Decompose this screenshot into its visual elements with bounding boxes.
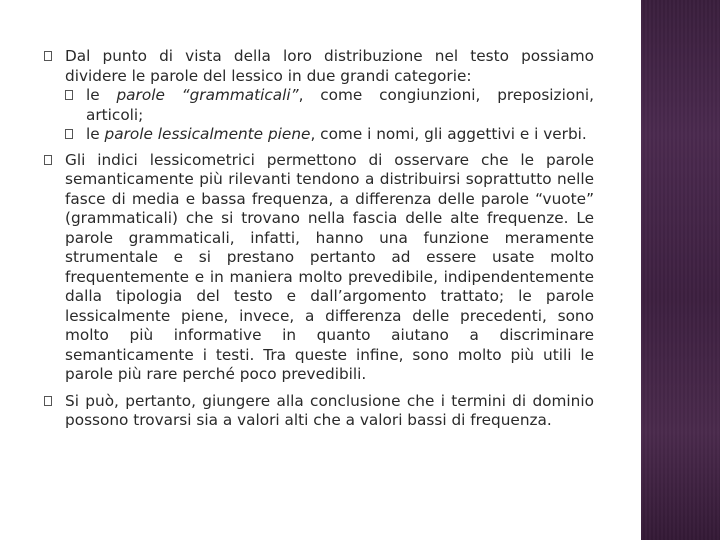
- sub-item-prefix: le: [86, 125, 105, 143]
- sub-item-grammatical-words: [65, 86, 594, 125]
- sub-item-lexical-words: [65, 125, 594, 145]
- sub-item-emphasis: parole “grammaticali”: [116, 86, 299, 104]
- slide-body: [44, 47, 594, 431]
- sub-item-rest: , come i nomi, gli aggettivi e i verbi.: [310, 125, 587, 143]
- bullet-item-distribution: [44, 47, 594, 145]
- square-bullet-icon: [44, 51, 52, 61]
- bullet-item-lexicometric-indices: [44, 151, 594, 385]
- sub-item-rest: , come congiunzioni, preposizioni, articoli;: [86, 86, 594, 124]
- sub-item-emphasis: parole lessicalmente piene: [104, 125, 311, 143]
- sub-item-prefix: le: [86, 86, 117, 104]
- item-text: Gli indici lessicometrici permettono di osservare che le parole semanticamente più rilevanti tendono a distribuirsi soprattutto nelle fasce di media e bassa frequenza, a differenza delle parole “vuote” (grammaticali) che si trovano nella fascia delle alte frequenze. Le parole grammaticali, infatti, hanno una funzione meramente strumentale e si prestano pertanto ad essere usate molto frequentemente e in maniera molto prevedibile, indipendentemente dalla tipologia del testo e dall’argomento trattato; le parole lessicalmente piene, invece, a differenza delle precedenti, sono molto più informative in quanto aiutano a discriminare semanticamente i testi. Tra queste infine, sono molto più utili le parole più rare perché poco prevedibili.: [65, 150, 594, 383]
- square-bullet-icon: [65, 129, 73, 139]
- square-bullet-icon: [44, 396, 52, 406]
- square-bullet-icon: [44, 155, 52, 165]
- item-text: Dal punto di vista della loro distribuzione nel testo possiamo dividere le parole del lessico in due grandi categorie:: [65, 47, 594, 85]
- item-text: Si può, pertanto, giungere alla conclusione che i termini di dominio possono trovarsi sia a valori alti che a valori bassi di frequenza.: [65, 391, 594, 429]
- square-bullet-icon: [65, 90, 73, 100]
- bullet-item-conclusion: [44, 392, 594, 431]
- decorative-side-band: [641, 0, 720, 540]
